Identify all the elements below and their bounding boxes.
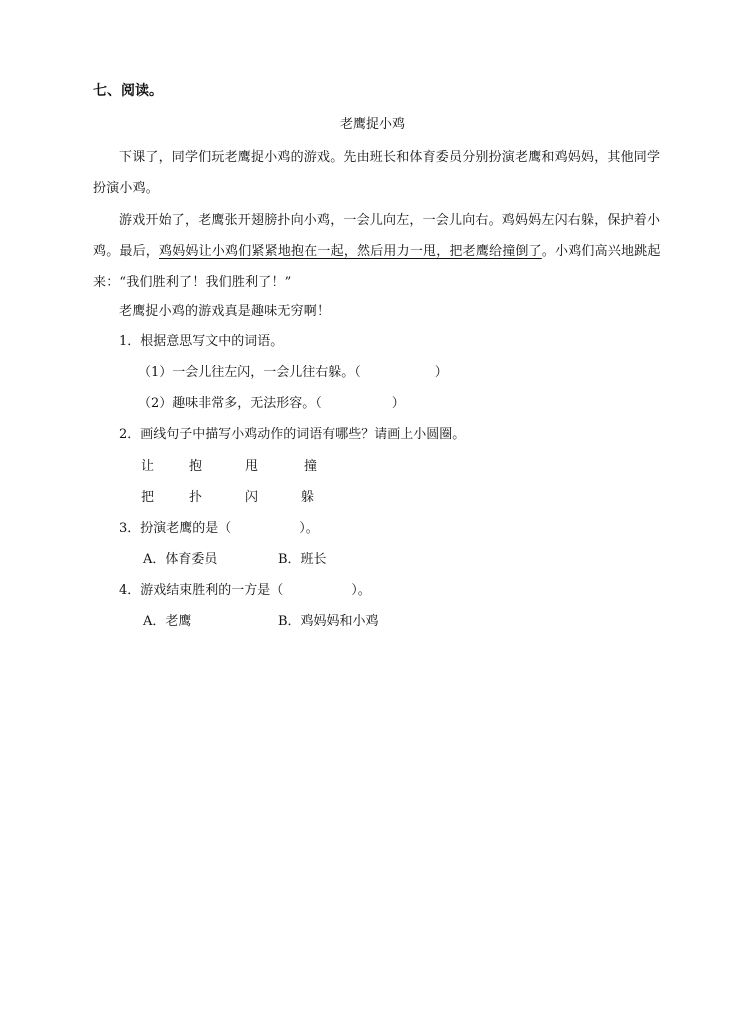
story-title: 老鹰捉小鸡 <box>339 117 405 132</box>
word-option[interactable]: 扑 <box>189 490 203 505</box>
word-option[interactable]: 躲 <box>301 490 315 505</box>
section-heading: 七、阅读。 <box>93 83 163 99</box>
word-option[interactable]: 闪 <box>245 490 259 505</box>
underlined-sentence: 鸡妈妈让小鸡们紧紧地抱在一起，然后用力一甩，把老鹰给撞倒了 <box>159 244 542 259</box>
question-1-item-1 <box>138 365 448 381</box>
story-paragraph-1 <box>93 142 673 204</box>
question-3 <box>119 521 319 537</box>
question-1-item-1-text: （1）一会儿往左闪，一会儿往右躲。（ <box>138 365 361 380</box>
question-4-option-a[interactable]: A．老鹰 <box>143 614 192 629</box>
story-paragraph-3 <box>93 296 673 327</box>
word-option[interactable]: 让 <box>141 459 155 474</box>
word-option[interactable]: 撞 <box>304 459 318 474</box>
question-3-text: 3．扮演老鹰的是（ <box>119 521 232 536</box>
question-4 <box>119 583 371 599</box>
paragraph-text-end: 。小鸡们高兴地跳起来：“我们胜利了！我们胜利了！” <box>93 244 661 290</box>
question-1-item-2-text: （2）趣味非常多，无法形容。（ <box>138 396 322 411</box>
question-3-option-a[interactable]: A．体育委员 <box>143 552 218 567</box>
question-4-text: 4．游戏结束胜利的一方是（ <box>119 583 284 598</box>
question-1-item-2 <box>138 396 405 412</box>
paragraph-text-start: 游戏开始了，老鹰张开翅膀扑向小鸡，一会儿向左，一会儿向右。鸡妈妈左闪右躲，保护着小鸡。最后， <box>93 213 661 259</box>
question-3-option-b[interactable]: B．班长 <box>278 552 327 567</box>
story-paragraph-2 <box>93 205 673 298</box>
paragraph-text: 下课了，同学们玩老鹰捉小鸡的游戏。先由班长和体育委员分别扮演老鹰和鸡妈妈，其他同学扮演小鸡。 <box>93 150 661 196</box>
question-2: 2．画线句子中描写小鸡动作的词语有哪些？请画上小圆圈。 <box>119 427 466 442</box>
question-3-text-end: ）。 <box>299 521 319 536</box>
question-4-option-b[interactable]: B．鸡妈妈和小鸡 <box>278 614 379 629</box>
word-option[interactable]: 抱 <box>189 459 203 474</box>
question-1: 1．根据意思写文中的词语。 <box>119 334 284 349</box>
closing-paren: ） <box>434 365 448 380</box>
closing-paren: ） <box>391 396 405 411</box>
paragraph-text <box>93 205 673 298</box>
word-option[interactable]: 把 <box>141 490 155 505</box>
question-4-text-end: ）。 <box>351 583 371 598</box>
paragraph-text: 老鹰捉小鸡的游戏真是趣味无穷啊！ <box>119 304 331 319</box>
word-option[interactable]: 甩 <box>245 459 259 474</box>
